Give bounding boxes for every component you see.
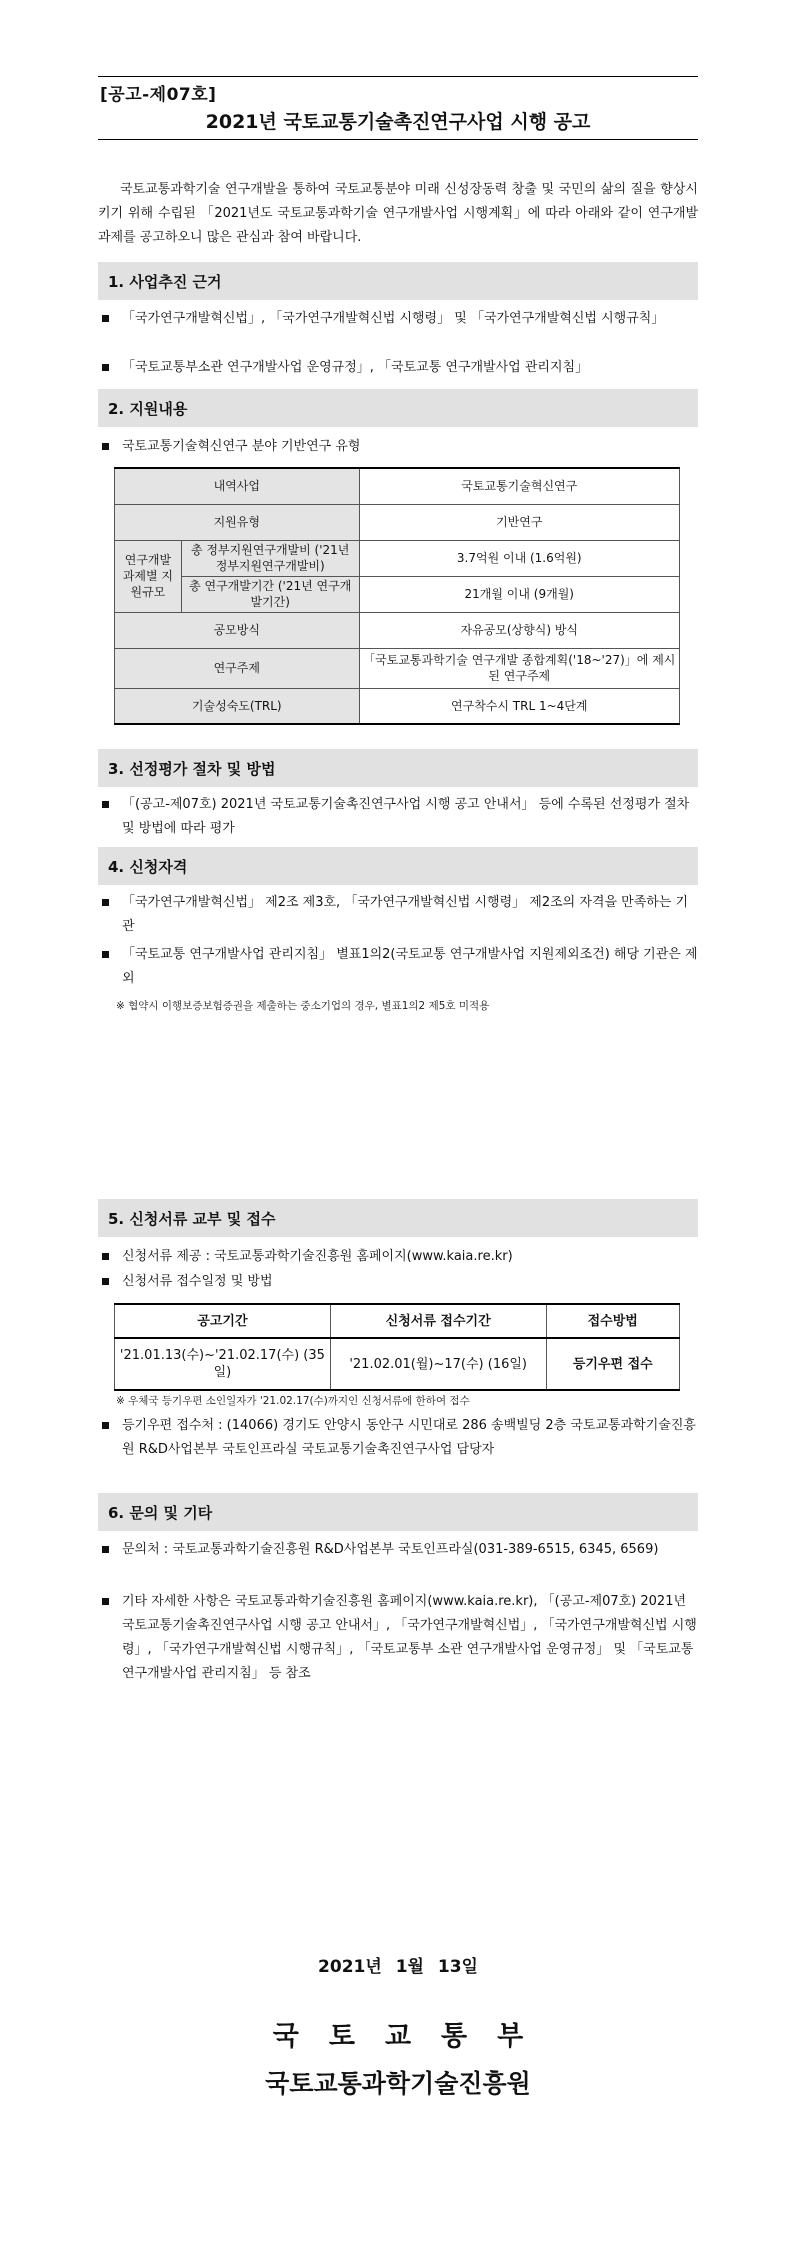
table-cell-value: 3.7억원 이내 (1.6억원) [359, 540, 679, 576]
table-header-row [115, 1304, 680, 1338]
table-cell-label: 공모방식 [115, 612, 360, 648]
bullet-square-icon [102, 1422, 109, 1429]
section-3-header [98, 749, 698, 787]
bullet-square-icon [102, 899, 109, 906]
table-row [115, 504, 680, 540]
intro-paragraph: 국토교통과학기술 연구개발을 통하여 국토교통분야 미래 신성장동력 창출 및 국민의 삶의 질을 향상시키기 위해 수립된 「2021년도 국토교통과학기술 연구개발사업 시행계획」에 따라 아래와 같이 연구개발과제를 공고하오니 많은 관심과 참여 바랍니다. [98, 182, 698, 245]
table-cell-value: 국토교통기술혁신연구 [359, 468, 679, 504]
table-cell-value: 기반연구 [359, 504, 679, 540]
table-cell-label: 연구주제 [115, 648, 360, 688]
bullet-square-icon [102, 801, 109, 808]
section-1-header [98, 262, 698, 300]
table-header: 접수방법 [546, 1304, 680, 1338]
support-table [114, 467, 680, 725]
list-item: 「(공고-제07호) 2021년 국토교통기술촉진연구사업 시행 공고 안내서」 등에 수록된 선정평가 절차 및 방법에 따라 평가 [100, 793, 698, 841]
list-item: 「국토교통부소관 연구개발사업 운영규정」, 「국토교통 연구개발사업 관리지침」 [100, 356, 698, 380]
bullet-square-icon [102, 1253, 109, 1260]
table-cell-apply: '21.02.01(월)~17(수) (16일) [330, 1338, 546, 1390]
agency-name: 국토교통과학기술진흥원 [265, 2069, 531, 2098]
bullet-square-icon [102, 1278, 109, 1285]
table-cell-label: 기술성숙도(TRL) [115, 688, 360, 724]
section-title: 6. 문의 및 기타 [108, 1504, 213, 1522]
section-title: 1. 사업추진 근거 [108, 273, 222, 291]
note-text: ※ 우체국 등기우편 소인일자가 '21.02.17(수)까지인 신청서류에 한하여 접수 [116, 1395, 470, 1407]
table-row [115, 612, 680, 648]
section-6-header [98, 1493, 698, 1531]
bullet-square-icon [102, 1598, 109, 1605]
table-cell-label: 총 연구개발기간 ('21년 연구개발기간) [181, 576, 359, 612]
section-title: 4. 신청자격 [108, 858, 188, 876]
bullet-square-icon [102, 443, 109, 450]
table-cell-label: 내역사업 [115, 468, 360, 504]
bullet-square-icon [102, 364, 109, 371]
notice-number: [공고-제07호] [100, 85, 217, 105]
list-item: 문의처 : 국토교통과학기술진흥원 R&D사업본부 국토인프라실(031-389-6515, 6345, 6569) [100, 1538, 698, 1562]
list-item: 등기우편 접수처 : (14066) 경기도 안양시 동안구 시민대로 286 송백빌딩 2층 국토교통과학기술진흥원 R&D사업본부 국토인프라실 국토교통기술촉진연구사업 담당자 [100, 1414, 698, 1462]
list-item: 「국가연구개발혁신법」 제2조 제3호, 「국가연구개발혁신법 시행령」 제2조의 자격을 만족하는 기관 [100, 891, 698, 939]
bullet-square-icon [102, 315, 109, 322]
list-item: 기타 자세한 사항은 국토교통과학기술진흥원 홈페이지(www.kaia.re.kr), 「(공고-제07호) 2021년 국토교통기술촉진연구사업 시행 공고 안내서」, 「국가연구개발혁신법」, 「국가연구개발혁신법 시행령」, 「국가연구개발혁신법 시행규칙」, 「국토교통부 소관 연구개발사업 운영규정」 및 「국토교통 연구개발사업 관리지침」 등 참조 [100, 1590, 698, 1686]
list-item: 「국토교통 연구개발사업 관리지침」 별표1의2(국토교통 연구개발사업 지원제외조건) 해당 기관은 제외 [100, 943, 698, 991]
title-rule [98, 139, 698, 140]
table-row [115, 1338, 680, 1390]
table-cell-period: '21.01.13(수)~'21.02.17(수) (35일) [115, 1338, 331, 1390]
notice-date: 2021년 1월 13일 [318, 1957, 478, 1977]
section-4-header [98, 847, 698, 885]
table-row [115, 688, 680, 724]
table-cell-method: 등기우편 접수 [546, 1338, 680, 1390]
page-title: 2021년 국토교통기술촉진연구사업 시행 공고 [205, 111, 591, 133]
section-2-header [98, 389, 698, 427]
list-item: 「국가연구개발혁신법」, 「국가연구개발혁신법 시행령」 및 「국가연구개발혁신법 시행규칙」 [100, 307, 698, 331]
schedule-table [114, 1303, 680, 1391]
table-cell-label: 총 정부지원연구개발비 ('21년 정부지원연구개발비) [181, 540, 359, 576]
table-cell-value: 연구착수시 TRL 1~4단계 [359, 688, 679, 724]
section-title: 3. 선정평가 절차 및 방법 [108, 760, 276, 778]
list-item: 신청서류 제공 : 국토교통과학기술진흥원 홈페이지(www.kaia.re.kr) [100, 1245, 698, 1269]
table-row [115, 540, 680, 576]
table-row [115, 648, 680, 688]
bullet-square-icon [102, 951, 109, 958]
bullet-square-icon [102, 1546, 109, 1553]
table-cell-group-label: 연구개발 과제별 지원규모 [115, 540, 182, 612]
section-title: 5. 신청서류 교부 및 접수 [108, 1210, 276, 1228]
table-cell-value: 자유공모(상향식) 방식 [359, 612, 679, 648]
table-header: 공고기간 [115, 1304, 331, 1338]
section-title: 2. 지원내용 [108, 400, 188, 418]
ministry-name: 국토교통부 [272, 2021, 554, 2052]
table-row [115, 576, 680, 612]
section-5-header [98, 1199, 698, 1237]
list-item: 국토교통기술혁신연구 분야 기반연구 유형 [100, 435, 698, 459]
table-cell-value: 「국토교통과학기술 연구개발 종합계획('18~'27)」에 제시된 연구주제 [359, 648, 679, 688]
list-item: 신청서류 접수일정 및 방법 [100, 1270, 698, 1294]
table-header: 신청서류 접수기간 [330, 1304, 546, 1338]
table-cell-value: 21개월 이내 (9개월) [359, 576, 679, 612]
table-row [115, 468, 680, 504]
top-rule [98, 76, 698, 77]
note-text: ※ 협약시 이행보증보험증권을 제출하는 중소기업의 경우, 별표1의2 제5호 미적용 [116, 1000, 490, 1012]
table-cell-label: 지원유형 [115, 504, 360, 540]
